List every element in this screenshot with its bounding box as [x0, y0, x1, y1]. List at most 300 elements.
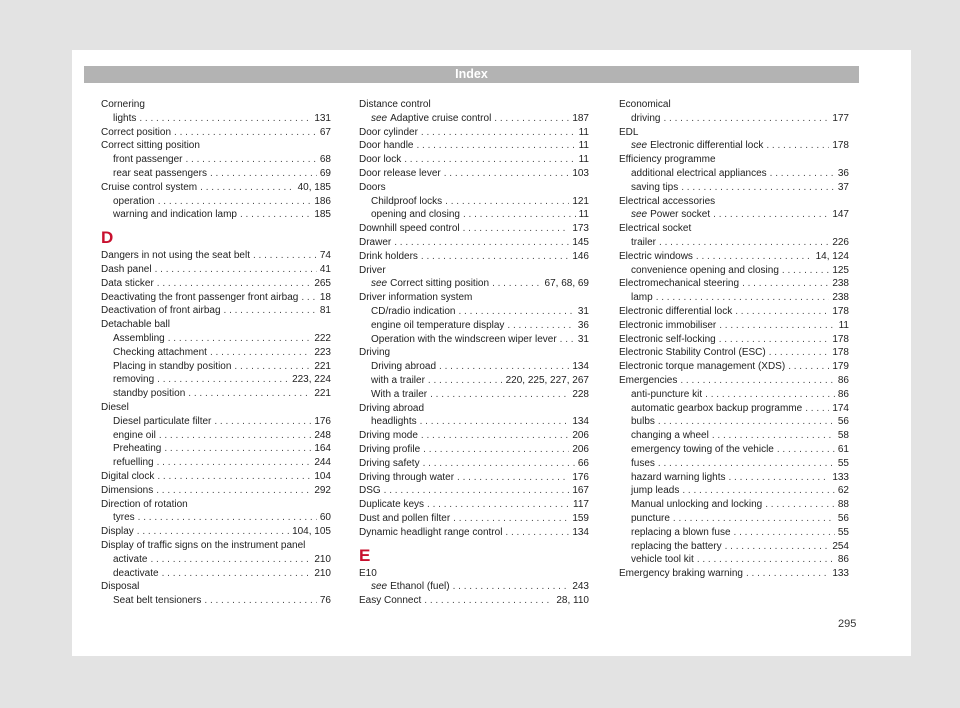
dot-leader: [492, 277, 541, 291]
entry-page-ref: 147: [832, 209, 849, 221]
entry-text: Display of traffic signs on the instrument panel: [101, 539, 306, 551]
dot-leader: [200, 181, 294, 195]
entry-text: Drawer: [359, 236, 392, 248]
index-entry: [359, 471, 589, 485]
entry-page-ref: 167: [572, 485, 589, 497]
entry-text: Dash panel: [101, 263, 152, 275]
entry-page-ref: 173: [572, 223, 589, 235]
entry-text: Doors: [359, 181, 386, 193]
dot-leader: [204, 594, 316, 608]
dot-leader: [494, 112, 569, 126]
entry-text: Diesel particulate filter: [113, 415, 212, 427]
entry-text: Deactivation of front airbag: [101, 305, 221, 317]
index-column-2: [359, 98, 589, 608]
entry-page-ref: 31: [577, 333, 589, 345]
index-subentry: [101, 167, 331, 181]
entry-text: Correct sitting position: [390, 278, 490, 290]
entry-text: convenience opening and closing: [631, 264, 779, 276]
dot-leader: [746, 567, 829, 581]
dot-leader: [423, 443, 569, 457]
see-reference-label: see: [371, 581, 388, 593]
dot-leader: [725, 540, 830, 554]
index-subentry: [619, 388, 849, 402]
index-subentry: [101, 153, 331, 167]
dot-leader: [805, 402, 829, 416]
entry-text: Driving: [359, 347, 391, 359]
entry-page-ref: 174: [832, 402, 849, 414]
entry-text: standby position: [113, 388, 186, 400]
entry-page-ref: 223, 224: [292, 374, 331, 386]
entry-text: Electronic self-locking: [619, 333, 716, 345]
entry-text: Assembling: [113, 332, 165, 344]
entry-text: removing: [113, 374, 155, 386]
entry-page-ref: 223: [314, 346, 331, 358]
dot-leader: [680, 374, 835, 388]
entry-page-ref: 104: [314, 470, 331, 482]
entry-text: Emergencies: [619, 374, 678, 386]
dot-leader: [507, 319, 574, 333]
dot-leader: [428, 374, 503, 388]
dot-leader: [782, 264, 829, 278]
index-subentry: [101, 387, 331, 401]
entry-text: Placing in standby position: [113, 360, 232, 372]
index-entry: [359, 264, 589, 278]
dot-leader: [188, 387, 311, 401]
entry-page-ref: 176: [572, 471, 589, 483]
index-subentry: [619, 415, 849, 429]
index-entry: [359, 181, 589, 195]
entry-text: Digital clock: [101, 470, 155, 482]
index-entry: [359, 153, 589, 167]
index-entry: [619, 98, 849, 112]
entry-page-ref: 68: [319, 154, 331, 166]
index-entry: [619, 360, 849, 374]
dot-leader: [463, 222, 570, 236]
entry-text: Deactivating the front passenger front airbag: [101, 291, 299, 303]
index-entry: [101, 470, 331, 484]
entry-page-ref: 86: [837, 374, 849, 386]
index-entry: [619, 374, 849, 388]
entry-text: driving: [631, 112, 661, 124]
index-entry: [101, 263, 331, 277]
entry-text: puncture: [631, 512, 670, 524]
dot-leader: [186, 153, 317, 167]
entry-text: Driving abroad: [359, 402, 425, 414]
index-entry: [359, 236, 589, 250]
index-entry: [619, 346, 849, 360]
entry-page-ref: 117: [573, 499, 589, 511]
dot-leader: [765, 498, 835, 512]
dot-leader: [384, 484, 570, 498]
entry-text: Data sticker: [101, 277, 154, 289]
index-entry: [101, 580, 331, 594]
entry-page-ref: 28, 110: [556, 595, 589, 607]
entry-text: opening and closing: [371, 209, 460, 221]
entry-text: E10: [359, 567, 377, 579]
see-reference-label: see: [631, 140, 648, 152]
dot-leader: [421, 429, 569, 443]
dot-leader: [253, 249, 317, 263]
dot-leader: [735, 305, 829, 319]
index-entry: [359, 443, 589, 457]
entry-page-ref: 86: [837, 388, 849, 400]
entry-page-ref: 238: [832, 278, 849, 290]
entry-text: CD/radio indication: [371, 305, 456, 317]
entry-text: anti-puncture kit: [631, 388, 703, 400]
entry-text: lights: [113, 112, 137, 124]
entry-text: Operation with the windscreen wiper lever: [371, 333, 557, 345]
dot-leader: [713, 208, 829, 222]
entry-text: Seat belt tensioners: [113, 595, 202, 607]
index-entry: [101, 318, 331, 332]
entry-text: Dust and pollen filter: [359, 512, 451, 524]
entry-text: refuelling: [113, 457, 154, 469]
dot-leader: [453, 512, 569, 526]
entry-page-ref: 125: [832, 264, 849, 276]
index-column-3: [619, 98, 849, 581]
entry-text: engine oil temperature display: [371, 319, 505, 331]
entry-page-ref: 11: [838, 319, 849, 331]
dot-leader: [459, 305, 575, 319]
dot-leader: [457, 471, 569, 485]
entry-page-ref: 31: [577, 305, 589, 317]
index-entry: [359, 98, 589, 112]
index-subentry: [619, 484, 849, 498]
index-subentry: [619, 167, 849, 181]
index-subentry: [359, 195, 589, 209]
dot-leader: [424, 594, 553, 608]
entry-page-ref: 88: [837, 499, 849, 511]
dot-leader: [155, 263, 317, 277]
dot-leader: [673, 512, 835, 526]
entry-text: Emergency braking warning: [619, 568, 743, 580]
dot-leader: [234, 360, 311, 374]
entry-text: with a trailer: [371, 374, 425, 386]
entry-page-ref: 133: [832, 471, 849, 483]
entry-page-ref: 210: [314, 567, 331, 579]
dot-leader: [224, 304, 317, 318]
entry-page-ref: 86: [837, 554, 849, 566]
entry-text: vehicle tool kit: [631, 554, 694, 566]
dot-leader: [164, 442, 311, 456]
entry-page-ref: 104, 105: [292, 526, 331, 538]
entry-text: changing a wheel: [631, 430, 709, 442]
index-subentry: [101, 195, 331, 209]
index-subentry: [101, 346, 331, 360]
entry-text: Cruise control system: [101, 181, 198, 193]
entry-page-ref: 103: [572, 167, 589, 179]
index-entry: [359, 512, 589, 526]
dot-leader: [769, 346, 830, 360]
dot-leader: [421, 250, 569, 264]
entry-text: Detachable ball: [101, 319, 170, 331]
entry-text: Power socket: [650, 209, 711, 221]
index-entry: [359, 139, 589, 153]
index-subentry: [101, 208, 331, 222]
index-subentry: [101, 553, 331, 567]
index-entry: [619, 277, 849, 291]
entry-text: operation: [113, 195, 155, 207]
entry-text: Driving profile: [359, 443, 421, 455]
entry-page-ref: 11: [578, 154, 589, 166]
page-number: 295: [838, 618, 857, 630]
index-entry: [101, 249, 331, 263]
index-subentry: [619, 526, 849, 540]
dot-leader: [656, 291, 830, 305]
entry-text: Dangers in not using the seat belt: [101, 250, 250, 262]
entry-page-ref: 133: [832, 568, 849, 580]
entry-page-ref: 178: [832, 347, 849, 359]
entry-page-ref: 134: [572, 416, 589, 428]
entry-page-ref: 292: [314, 484, 331, 496]
see-reference-label: see: [371, 278, 388, 290]
index-subentry: [619, 498, 849, 512]
entry-text: Electrical accessories: [619, 195, 716, 207]
dot-leader: [421, 126, 576, 140]
dot-leader: [416, 139, 575, 153]
index-subentry: [619, 429, 849, 443]
entry-text: Correct position: [101, 126, 172, 138]
dot-leader: [168, 332, 312, 346]
entry-text: Electrical socket: [619, 223, 692, 235]
entry-text: rear seat passengers: [113, 167, 207, 179]
entry-text: Dynamic headlight range control: [359, 526, 503, 538]
page-header: Index: [84, 66, 859, 83]
dot-leader: [157, 373, 289, 387]
entry-page-ref: 36: [837, 167, 849, 179]
dot-leader: [430, 388, 569, 402]
index-entry: [619, 567, 849, 581]
entry-page-ref: 228: [572, 388, 589, 400]
index-subentry: [101, 429, 331, 443]
dot-leader: [210, 167, 317, 181]
entry-page-ref: 238: [832, 292, 849, 304]
index-entry: [359, 526, 589, 540]
index-subentry: [101, 511, 331, 525]
index-entry: [101, 98, 331, 112]
index-subentry: [619, 402, 849, 416]
index-subentry: [619, 540, 849, 554]
dot-leader: [423, 457, 575, 471]
index-letter-heading: D: [101, 228, 114, 248]
dot-leader: [712, 429, 835, 443]
dot-leader: [445, 195, 569, 209]
entry-text: Electronic differential lock: [650, 140, 764, 152]
entry-text: Dimensions: [101, 484, 154, 496]
dot-leader: [697, 553, 835, 567]
index-entry: [101, 484, 331, 498]
entry-text: Downhill speed control: [359, 223, 460, 235]
index-entry: [619, 126, 849, 140]
entry-page-ref: 58: [837, 430, 849, 442]
dot-leader: [682, 484, 835, 498]
entry-page-ref: 145: [572, 236, 589, 248]
entry-text: Door handle: [359, 140, 414, 152]
index-subentry: [619, 457, 849, 471]
index-subentry: [359, 305, 589, 319]
entry-text: headlights: [371, 416, 417, 428]
entry-page-ref: 131: [314, 112, 331, 124]
entry-page-ref: 36: [577, 319, 589, 331]
index-subentry: [619, 139, 849, 153]
entry-page-ref: 60: [319, 512, 331, 524]
dot-leader: [659, 236, 829, 250]
index-entry: [101, 498, 331, 512]
entry-page-ref: 265: [314, 277, 331, 289]
entry-page-ref: 56: [837, 416, 849, 428]
index-entry: [619, 333, 849, 347]
entry-page-ref: 76: [319, 595, 331, 607]
entry-text: Economical: [619, 99, 671, 110]
see-reference-label: see: [371, 112, 388, 124]
index-entry: [359, 167, 589, 181]
entry-page-ref: 248: [314, 429, 331, 441]
dot-leader: [444, 167, 570, 181]
entry-text: Driving through water: [359, 471, 455, 483]
dot-leader: [453, 580, 570, 594]
index-entry: [359, 484, 589, 498]
dot-leader: [420, 415, 570, 429]
dot-leader: [138, 511, 317, 525]
entry-page-ref: 66: [577, 457, 589, 469]
dot-leader: [174, 126, 317, 140]
index-subentry: [619, 112, 849, 126]
index-subentry: [359, 374, 589, 388]
entry-text: engine oil: [113, 429, 156, 441]
index-subentry: [619, 291, 849, 305]
entry-page-ref: 185: [314, 209, 331, 221]
dot-leader: [742, 277, 829, 291]
entry-page-ref: 55: [837, 526, 849, 538]
index-entry: [619, 305, 849, 319]
index-entry: [359, 498, 589, 512]
entry-text: Driving safety: [359, 457, 420, 469]
entry-text: Disposal: [101, 581, 140, 593]
entry-text: Direction of rotation: [101, 498, 188, 510]
entry-text: replacing a blown fuse: [631, 526, 731, 538]
index-subentry: [359, 415, 589, 429]
entry-text: Driving mode: [359, 430, 418, 442]
entry-text: hazard warning lights: [631, 471, 726, 483]
entry-page-ref: 74: [319, 250, 331, 262]
index-entry: [359, 594, 589, 608]
dot-leader: [162, 567, 312, 581]
dot-leader: [240, 208, 311, 222]
dot-leader: [663, 112, 829, 126]
dot-leader: [696, 250, 813, 264]
dot-leader: [157, 277, 312, 291]
index-subentry: [359, 388, 589, 402]
entry-page-ref: 186: [314, 195, 331, 207]
dot-leader: [658, 415, 835, 429]
entry-page-ref: 178: [832, 305, 849, 317]
index-subentry: [101, 567, 331, 581]
dot-leader: [719, 319, 835, 333]
dot-leader: [427, 498, 570, 512]
entry-page-ref: 37: [837, 181, 849, 193]
index-subentry: [101, 442, 331, 456]
index-entry: [101, 291, 331, 305]
index-subentry: [359, 208, 589, 222]
index-entry: [101, 539, 331, 553]
entry-text: Diesel: [101, 401, 129, 413]
index-entry: [101, 277, 331, 291]
entry-text: Correct sitting position: [101, 140, 200, 152]
dot-leader: [777, 443, 835, 457]
entry-page-ref: 221: [314, 388, 331, 400]
entry-page-ref: 222: [314, 332, 331, 344]
entry-page-ref: 210: [314, 553, 331, 565]
index-subentry: [101, 112, 331, 126]
index-entry: [359, 346, 589, 360]
entry-page-ref: 40, 185: [297, 181, 331, 193]
dot-leader: [734, 526, 835, 540]
entry-text: bulbs: [631, 416, 655, 428]
entry-text: EDL: [619, 126, 639, 138]
dot-leader: [394, 236, 569, 250]
entry-text: Display: [101, 526, 134, 538]
entry-page-ref: 220, 225, 227, 267: [505, 374, 589, 386]
index-subentry: [359, 112, 589, 126]
index-subentry: [101, 456, 331, 470]
index-subentry: [619, 471, 849, 485]
index-subentry: [101, 360, 331, 374]
dot-leader: [766, 139, 829, 153]
index-entry: [101, 181, 331, 195]
entry-text: tyres: [113, 512, 135, 524]
dot-leader: [729, 471, 830, 485]
entry-text: Efficiency programme: [619, 154, 716, 166]
entry-text: Duplicate keys: [359, 499, 425, 511]
dot-leader: [439, 360, 569, 374]
entry-text: Electric windows: [619, 250, 693, 262]
index-subentry: [359, 360, 589, 374]
entry-page-ref: 67: [319, 126, 331, 138]
entry-text: Driving abroad: [371, 361, 437, 373]
entry-page-ref: 41: [319, 263, 331, 275]
entry-page-ref: 11: [578, 209, 589, 221]
entry-text: Driver information system: [359, 292, 473, 304]
index-subentry: [619, 236, 849, 250]
index-letter-heading: E: [359, 545, 371, 565]
entry-text: trailer: [631, 236, 657, 248]
entry-text: Door cylinder: [359, 126, 418, 138]
entry-page-ref: 164: [314, 443, 331, 455]
index-entry: [359, 402, 589, 416]
dot-leader: [157, 470, 311, 484]
dot-leader: [560, 333, 575, 347]
index-entry: [359, 567, 589, 581]
entry-page-ref: 11: [578, 126, 589, 138]
entry-text: activate: [113, 553, 148, 565]
entry-text: Driver: [359, 264, 386, 276]
index-subentry: [101, 594, 331, 608]
index-entry: [101, 401, 331, 415]
see-reference-label: see: [631, 209, 648, 221]
entry-text: Electronic immobiliser: [619, 319, 717, 331]
index-entry: [359, 126, 589, 140]
index-subentry: [359, 580, 589, 594]
entry-page-ref: 176: [314, 415, 331, 427]
dot-leader: [157, 456, 312, 470]
index-column-1: [101, 98, 331, 608]
index-subentry: [101, 332, 331, 346]
index-subentry: [359, 319, 589, 333]
entry-text: Ethanol (fuel): [390, 581, 450, 593]
dot-leader: [156, 484, 311, 498]
entry-text: Adaptive cruise control: [390, 112, 492, 124]
entry-page-ref: 55: [837, 457, 849, 469]
